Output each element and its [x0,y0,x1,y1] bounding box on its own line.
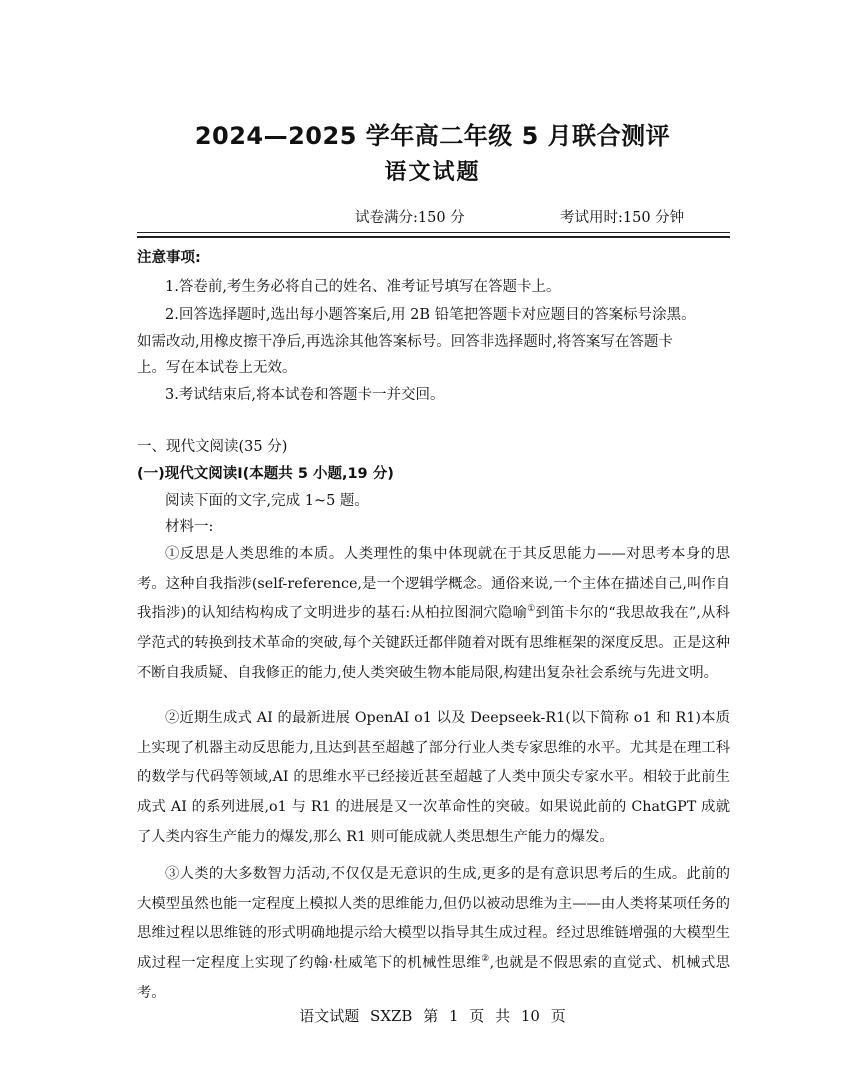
subsection-heading: (一)现代文阅读Ⅰ(本题共 5 小题,19 分) [137,466,394,482]
notice-item-3: 3.考试结束后,将本试卷和答题卡一并交回。 [165,387,445,403]
exam-duration: 考试用时:150 分钟 [560,210,685,226]
paragraph-2: ②近期生成式 AI 的最新进展 OpenAI o1 以及 Deepseek-R1(以下简称 o1 和 R1)本质上实现了机器主动反思能力,且达到甚至超越了部分行业人类专家思维的水平。尤其是在理工科的数学与代码等领域,AI 的思维水平已经接近甚至超越了人类中顶尖专家水平。相较于此前生成式 AI 的系列进展,o1 与 R1 的进展是又一次革命性的突破。如果说此前的 ChatGPT 成就了人类内容生产能力的爆发,那么 R1 则可能成就人类思想生产能力的爆发。 [137,710,730,845]
notice-item-1: 1.答卷前,考生务必将自己的姓名、准考证号填写在答题卡上。 [165,279,561,295]
footnote-marker-1: ① [527,604,536,615]
notice-item-2-line-1: 2.回答选择题时,选出每小题答案后,用 2B 铅笔把答题卡对应题目的答案标号涂黑。 [165,307,696,323]
page-footer: 语文试题 SXZB 第 1 页 共 10 页 [299,1007,566,1025]
exam-subtitle: 语文试题 [384,160,481,185]
paragraph-3 [137,860,730,1009]
full-score: 试卷满分:150 分 [355,210,465,226]
notice-item-2-line-2: 如需改动,用橡皮擦干净后,再选涂其他答案标号。回答非选择题时,将答案写在答题卡 [137,334,673,350]
paragraph-1 [137,540,730,689]
section-heading: 一、现代文阅读(35 分) [137,439,288,455]
exam-title: 2024—2025 学年高二年级 5 月联合测评 [194,122,671,150]
footnote-marker-2: ② [481,954,490,965]
material-label: 材料一: [165,519,214,535]
header-divider-thin [137,232,730,233]
paragraph-1-part-b: 到笛卡尔的“我思故我在”,从科学范式的转换到技术革命的突破,每个关键跃迁都伴随着对既有思维框架的深度反思。正是这种不断自我质疑、自我修正的能力,使人类突破生物本能局限,构建出复杂社会系统与先进文明。 [137,605,730,681]
notice-item-2-line-3: 上。写在本试卷上无效。 [137,360,297,376]
header-divider-thick [137,236,730,238]
paragraph-1-part-a: ①反思是人类思维的本质。人类理性的集中体现就在于其反思能力——对思考本身的思考。这种自我指涉(self-reference,是一个逻辑学概念。通俗来说,一个主体在描述自己,叫作自我指涉)的认知结构构成了文明进步的基石:从柏拉图洞穴隐喻 [137,546,730,622]
notice-heading: 注意事项: [137,250,201,266]
reading-instruction: 阅读下面的文字,完成 1~5 题。 [165,493,369,509]
paragraph-3-part-b: ,也就是不假思索的直觉式、机械式思考。 [137,955,730,1001]
paragraph-3-part-a: ③人类的大多数智力活动,不仅仅是无意识的生成,更多的是有意识思考后的生成。此前的大模型虽然也能一定程度上模拟人类的思维能力,但仍以被动思维为主——由人类将某项任务的思维过程以思维链的形式明确地提示给大模型以指导其生成过程。经过思维链增强的大模型生成过程一定程度上实现了约翰·杜威笔下的机械性思维 [137,866,730,972]
